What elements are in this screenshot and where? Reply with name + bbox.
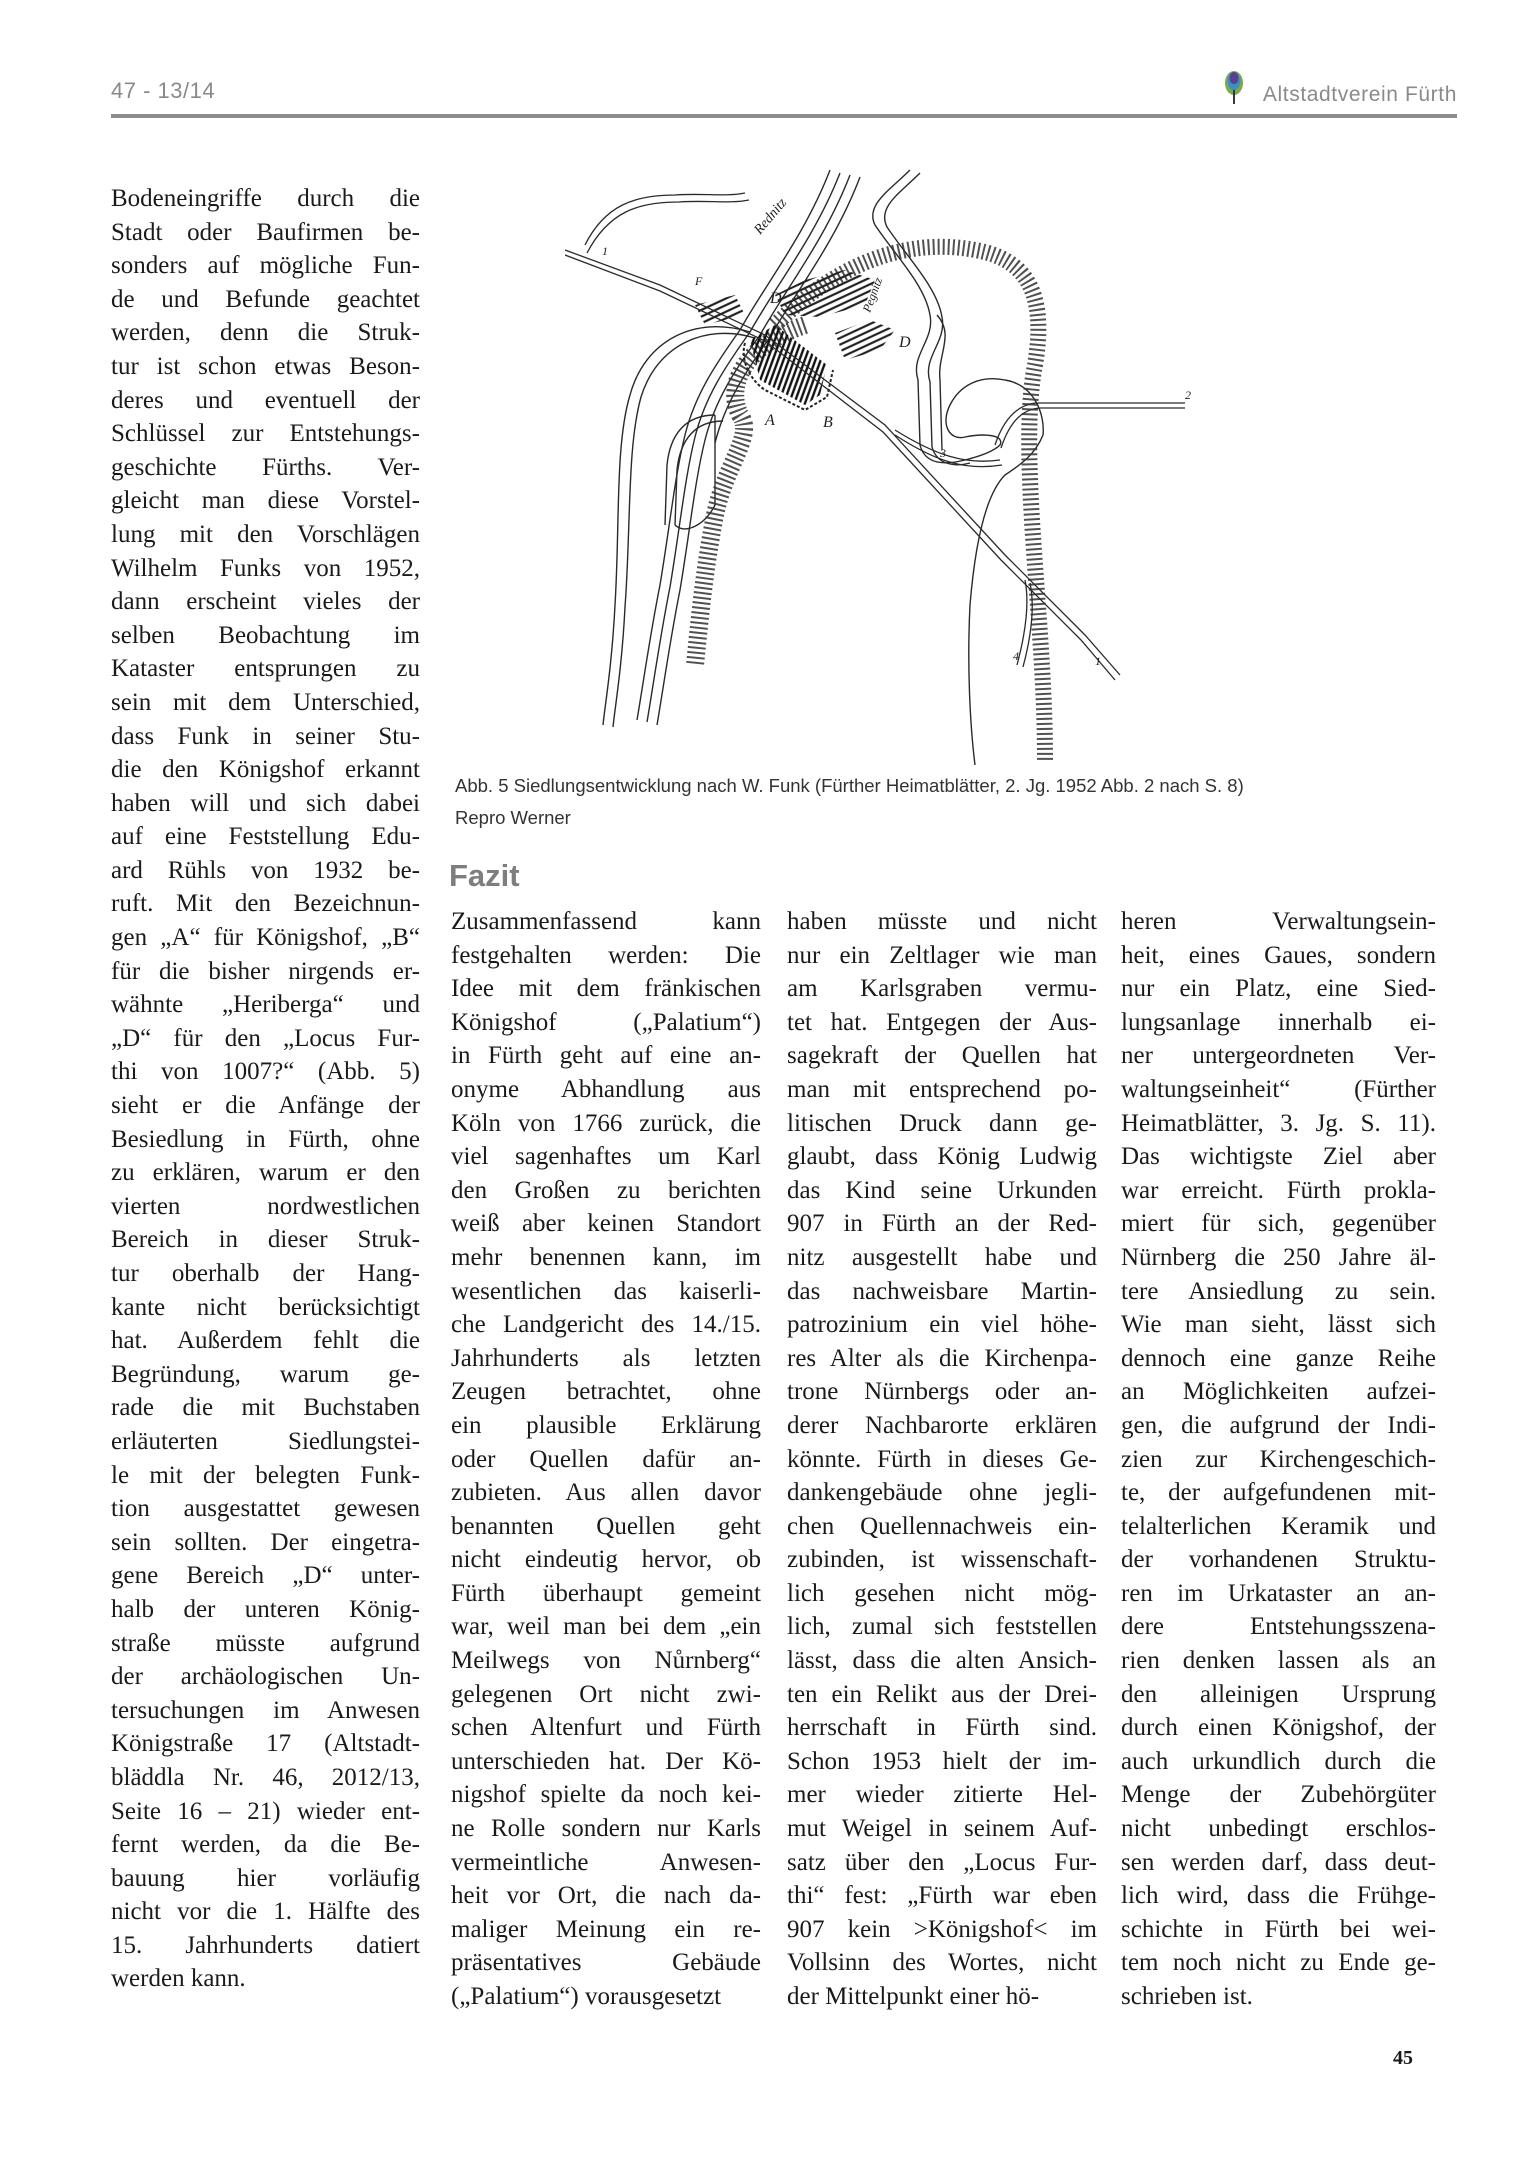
text-line: nitz ausgestellt habe und — [787, 1243, 1097, 1271]
text-line: könnte. Fürth in dieses Ge- — [787, 1445, 1097, 1473]
text-line: Schon 1953 hielt der im- — [787, 1747, 1097, 1775]
section-heading-fazit: Fazit — [449, 858, 520, 893]
text-line: war erreicht. Fürth prokla- — [1121, 1176, 1436, 1204]
text-line: derer Nachbarorte erklären — [787, 1411, 1097, 1439]
text-line: Wilhelm Funks von 1952, — [111, 554, 420, 582]
text-line: der Mittelpunkt einer hö- — [787, 1983, 1040, 2010]
text-line: sen werden darf, dass deut- — [1121, 1848, 1436, 1876]
text-line: de und Befunde geachtet — [111, 285, 420, 313]
text-line: schrieben ist. — [1121, 1983, 1253, 2010]
text-line: gleicht man diese Vorstel- — [111, 487, 420, 515]
brand — [1223, 78, 1457, 112]
text-line: litischen Druck dann ge- — [787, 1109, 1097, 1137]
text-line: Fürth überhaupt gemeint — [451, 1579, 761, 1607]
text-line: bläddla Nr. 46, 2012/13, — [111, 1763, 420, 1791]
text-line: durch einen Königshof, der — [1121, 1714, 1436, 1742]
text-line: mer wieder zitierte Hel- — [787, 1781, 1097, 1809]
text-line: patrozinium ein viel höhe- — [787, 1311, 1097, 1339]
text-line: glaubt, dass König Ludwig — [787, 1143, 1097, 1171]
issue-number: 47 - 13/14 — [111, 78, 216, 103]
text-line: gelegenen Ort nicht zwi- — [451, 1680, 761, 1708]
text-line: 907 kein >Königshof< im — [787, 1915, 1097, 1943]
text-line: gen, die aufgrund der Indi- — [1121, 1411, 1436, 1439]
text-line: vermeintliche Anwesen- — [451, 1848, 761, 1876]
label-road-4: 4 — [1013, 649, 1019, 663]
text-line: tere Ansiedlung zu sein. — [1121, 1277, 1436, 1305]
text-line: tersuchungen im Anwesen — [111, 1696, 420, 1724]
text-line: nur ein Zeltlager wie man — [787, 941, 1097, 969]
text-line: Königstraße 17 (Altstadt- — [111, 1730, 420, 1758]
text-line: Besiedlung in Fürth, ohne — [111, 1125, 420, 1153]
text-line: Meilwegs von Nůrnberg“ — [451, 1647, 761, 1675]
text-line: haben müsste und nicht — [787, 908, 1097, 935]
text-line: werden kann. — [111, 1965, 246, 1993]
label-b: B — [823, 414, 833, 431]
text-line: das nachweisbare Martin- — [787, 1277, 1097, 1305]
text-line: deres und eventuell der — [111, 386, 420, 414]
figure-caption — [455, 770, 1455, 834]
text-line: kante nicht berücksichtigt — [111, 1293, 420, 1321]
text-line: schen Altenfurt und Fürth — [451, 1714, 761, 1742]
text-line: tur ist schon etwas Beson- — [111, 352, 420, 380]
text-line: auf eine Feststellung Edu- — [111, 823, 420, 851]
text-line: lich, zumal sich feststellen — [787, 1613, 1097, 1641]
page-header — [111, 78, 1457, 112]
text-line: Stadt oder Baufirmen be- — [111, 218, 420, 246]
text-line: Jahrhunderts als letzten — [451, 1344, 761, 1372]
text-line: halb der unteren König- — [111, 1595, 420, 1623]
text-line: Bodeneingriffe durch die — [111, 185, 420, 212]
text-line: man mit entsprechend po- — [787, 1075, 1097, 1103]
text-line: gen „A“ für Königshof, „B“ — [111, 924, 420, 952]
body-column-3 — [787, 905, 1097, 2014]
header-rule — [111, 114, 1457, 118]
text-line: dere Entstehungsszena- — [1121, 1613, 1436, 1641]
text-line: weiß aber keinen Standort — [451, 1210, 761, 1238]
text-line: präsentatives Gebäude — [451, 1949, 761, 1977]
text-line: oder Quellen dafür an- — [451, 1445, 761, 1473]
text-line: den alleinigen Ursprung — [1121, 1680, 1436, 1708]
label-ford: F — [695, 274, 703, 288]
text-line: nur ein Platz, eine Sied- — [1121, 975, 1436, 1003]
text-line: Kataster entsprungen zu — [111, 655, 420, 683]
settlement-d-east — [835, 320, 895, 360]
text-line: sieht er die Anfänge der — [111, 1092, 420, 1120]
text-line: selben Beobachtung im — [111, 621, 420, 649]
text-line: bauung hier vorläufig — [111, 1864, 420, 1892]
river-pegnitz — [873, 170, 1044, 765]
text-line: thi“ fest: „Fürth war eben — [787, 1882, 1097, 1910]
text-line: tur oberhalb der Hang- — [111, 1260, 420, 1287]
text-line: lungsanlage innerhalb ei- — [1121, 1008, 1436, 1036]
text-line: ner untergeordneten Ver- — [1121, 1042, 1436, 1070]
text-line: Zusammenfassend kann — [451, 908, 761, 935]
text-line: Vollsinn des Wortes, nicht — [787, 1949, 1097, 1977]
text-line: mut Weigel in seinem Auf- — [787, 1815, 1097, 1843]
text-line: zien zur Kirchengeschich- — [1121, 1445, 1436, 1473]
text-line: thi von 1007?“ (Abb. 5) — [111, 1058, 420, 1086]
text-line: sein mit dem Unterschied, — [111, 688, 420, 716]
text-line: mehr benennen kann, im — [451, 1243, 761, 1271]
text-line: Begründung, warum ge- — [111, 1360, 420, 1388]
text-line: Zeugen betrachtet, ohne — [451, 1378, 761, 1406]
label-rednitz: Rednitz — [751, 195, 791, 238]
text-line: geschichte Fürths. Ver- — [111, 453, 420, 481]
tree-logo-icon — [1223, 70, 1245, 104]
settlement-map — [565, 165, 1365, 765]
text-line: dass Funk in seiner Stu- — [111, 722, 420, 750]
page-number: 45 — [1393, 2047, 1413, 2069]
text-line: werden, denn die Struk- — [111, 319, 420, 347]
text-line: Idee mit dem fränkischen — [451, 975, 761, 1003]
text-line: rien denken lassen als an — [1121, 1647, 1436, 1675]
text-line: am Karlsgraben vermu- — [787, 975, 1097, 1003]
text-line: den Großen zu berichten — [451, 1176, 761, 1204]
text-line: das Kind seine Urkunden — [787, 1176, 1097, 1204]
text-line: lässt, dass die alten Ansich- — [787, 1647, 1097, 1675]
settlement-a-koenigshof — [750, 325, 827, 405]
text-line: Menge der Zubehörgüter — [1121, 1781, 1436, 1809]
text-line: war, weil man bei dem „ein — [451, 1613, 761, 1641]
text-line: wähnte „Heriberga“ und — [111, 991, 420, 1019]
figure-map — [565, 165, 1365, 765]
body-column-4 — [1121, 905, 1436, 2014]
terrace-edge-north — [775, 247, 1045, 760]
text-line: ten ein Relikt aus der Drei- — [787, 1680, 1097, 1708]
text-line: sagekraft der Quellen hat — [787, 1042, 1097, 1070]
text-line: haben will und sich dabei — [111, 789, 420, 817]
text-line: sonders auf mögliche Fun- — [111, 252, 420, 280]
text-line: tem noch nicht zu Ende ge- — [1121, 1949, 1436, 1977]
text-line: Wie man sieht, lässt sich — [1121, 1311, 1436, 1339]
text-line: tion ausgestattet gewesen — [111, 1495, 420, 1523]
body-column-1 — [111, 182, 420, 1996]
text-line: lich gesehen nicht mög- — [787, 1579, 1097, 1607]
text-line: fernt werden, da die Be- — [111, 1831, 420, 1859]
text-line: Seite 16 – 21) wieder ent- — [111, 1797, 420, 1825]
label-pegnitz: Pegnitz — [859, 275, 886, 315]
text-line: Nürnberg die 250 Jahre äl- — [1121, 1243, 1436, 1271]
text-line: viel sagenhaftes um Karl — [451, 1143, 761, 1171]
text-line: chen Quellennachweis ein- — [787, 1512, 1097, 1540]
text-line: nicht vor die 1. Hälfte des — [111, 1898, 420, 1926]
label-road-1-west: 1 — [602, 244, 608, 258]
text-line: lung mit den Vorschlägen — [111, 520, 420, 548]
text-line: an Möglichkeiten aufzei- — [1121, 1378, 1436, 1406]
text-line: tet hat. Entgegen der Aus- — [787, 1008, 1097, 1036]
text-line: ruft. Mit den Bezeichnun- — [111, 890, 420, 918]
text-line: heit, eines Gaues, sondern — [1121, 941, 1436, 969]
text-line: straße müsste aufgrund — [111, 1629, 420, 1657]
text-line: miert für sich, gegenüber — [1121, 1210, 1436, 1238]
text-line: zu erklären, warum er den — [111, 1159, 420, 1187]
text-line: die den Königshof erkannt — [111, 756, 420, 784]
brand-name: Altstadtverein Fürth — [1262, 83, 1457, 106]
text-line: wesentlichen das kaiserli- — [451, 1277, 761, 1305]
text-line: ein plausible Erklärung — [451, 1411, 761, 1439]
label-road-1-south: 1 — [1095, 654, 1101, 668]
text-line: Königshof („Palatium“) — [451, 1008, 761, 1036]
text-line: („Palatium“) vorausgesetzt — [451, 1983, 722, 2010]
text-line: in Fürth geht auf eine an- — [451, 1042, 761, 1070]
text-line: heren Verwaltungsein- — [1121, 908, 1436, 935]
text-line: 907 in Fürth an der Red- — [787, 1210, 1097, 1238]
text-line: nigshof spielte da noch kei- — [451, 1781, 761, 1809]
text-line: lich wird, dass die Frühge- — [1121, 1882, 1436, 1910]
text-line: der archäologischen Un- — [111, 1663, 420, 1691]
text-line: hat. Außerdem fehlt die — [111, 1327, 420, 1355]
text-line: 15. Jahrhunderts datiert — [111, 1931, 420, 1959]
caption-credit: Repro Werner — [455, 807, 571, 828]
text-line: ard Rühls von 1932 be- — [111, 856, 420, 884]
text-line: dankengebäude ohne jegli- — [787, 1479, 1097, 1507]
label-a: A — [765, 412, 775, 429]
text-line: gene Bereich „D“ unter- — [111, 1562, 420, 1590]
body-column-2 — [451, 905, 761, 2014]
text-line: Heimatblätter, 3. Jg. S. 11). — [1121, 1109, 1436, 1137]
text-line: für die bisher nirgends er- — [111, 957, 420, 985]
text-line: onyme Abhandlung aus — [451, 1075, 761, 1103]
label-d-north: D — [770, 290, 782, 307]
text-line: herrschaft in Fürth sind. — [787, 1714, 1097, 1742]
river-rednitz — [603, 170, 860, 727]
text-line: ren im Urkataster an an- — [1121, 1579, 1436, 1607]
text-line: unterschieden hat. Der Kö- — [451, 1747, 761, 1775]
roads — [565, 193, 1185, 680]
text-line: schichte in Fürth bei wei- — [1121, 1915, 1436, 1943]
text-line: maliger Meinung ein re- — [451, 1915, 761, 1943]
text-line: „D“ für den „Locus Fur- — [111, 1024, 420, 1052]
text-line: der vorhandenen Struktu- — [1121, 1546, 1436, 1574]
text-line: nicht eindeutig hervor, ob — [451, 1546, 761, 1574]
label-road-3: 3 — [940, 446, 946, 460]
text-line: ne Rolle sondern nur Karls — [451, 1815, 761, 1843]
text-line: waltungseinheit“ (Fürther — [1121, 1075, 1436, 1103]
text-line: che Landgericht des 14./15. — [451, 1311, 761, 1339]
text-line: auch urkundlich durch die — [1121, 1747, 1436, 1775]
text-line: telalterlichen Keramik und — [1121, 1512, 1436, 1540]
text-line: nicht unbedingt erschlos- — [1121, 1815, 1436, 1843]
label-d-east: D — [899, 334, 911, 351]
text-line: res Alter als die Kirchenpa- — [787, 1344, 1097, 1372]
text-line: Bereich in dieser Struk- — [111, 1226, 420, 1254]
text-line: Köln von 1766 zurück, die — [451, 1109, 761, 1137]
text-line: dennoch eine ganze Reihe — [1121, 1344, 1436, 1372]
text-line: dann erscheint vieles der — [111, 588, 420, 616]
text-line: zubieten. Aus allen davor — [451, 1479, 761, 1507]
text-line: te, der aufgefundenen mit- — [1121, 1479, 1436, 1507]
text-line: zubinden, ist wissenschaft- — [787, 1546, 1097, 1574]
text-line: Das wichtigste Ziel aber — [1121, 1143, 1436, 1171]
text-line: sein sollten. Der eingetra- — [111, 1528, 420, 1556]
text-line: benannten Quellen geht — [451, 1512, 761, 1540]
text-line: Schlüssel zur Entstehungs- — [111, 420, 420, 448]
text-line: rade die mit Buchstaben — [111, 1394, 420, 1422]
caption-line-1: Abb. 5 Siedlungsentwicklung nach W. Funk (Fürther Heimatblätter, 2. Jg. 1952 Abb. 2 nach S. 8) — [455, 775, 1244, 796]
settlement-d-north — [695, 270, 875, 325]
label-road-2: 2 — [1185, 388, 1191, 402]
text-line: heit vor Ort, die nach da- — [451, 1882, 761, 1910]
text-line: festgehalten werden: Die — [451, 941, 761, 969]
text-line: erläuterten Siedlungstei- — [111, 1427, 420, 1455]
text-line: trone Nürnbergs oder an- — [787, 1378, 1097, 1406]
text-line: satz über den „Locus Fur- — [787, 1848, 1097, 1876]
text-line: vierten nordwestlichen — [111, 1192, 420, 1220]
text-line: le mit der belegten Funk- — [111, 1461, 420, 1489]
